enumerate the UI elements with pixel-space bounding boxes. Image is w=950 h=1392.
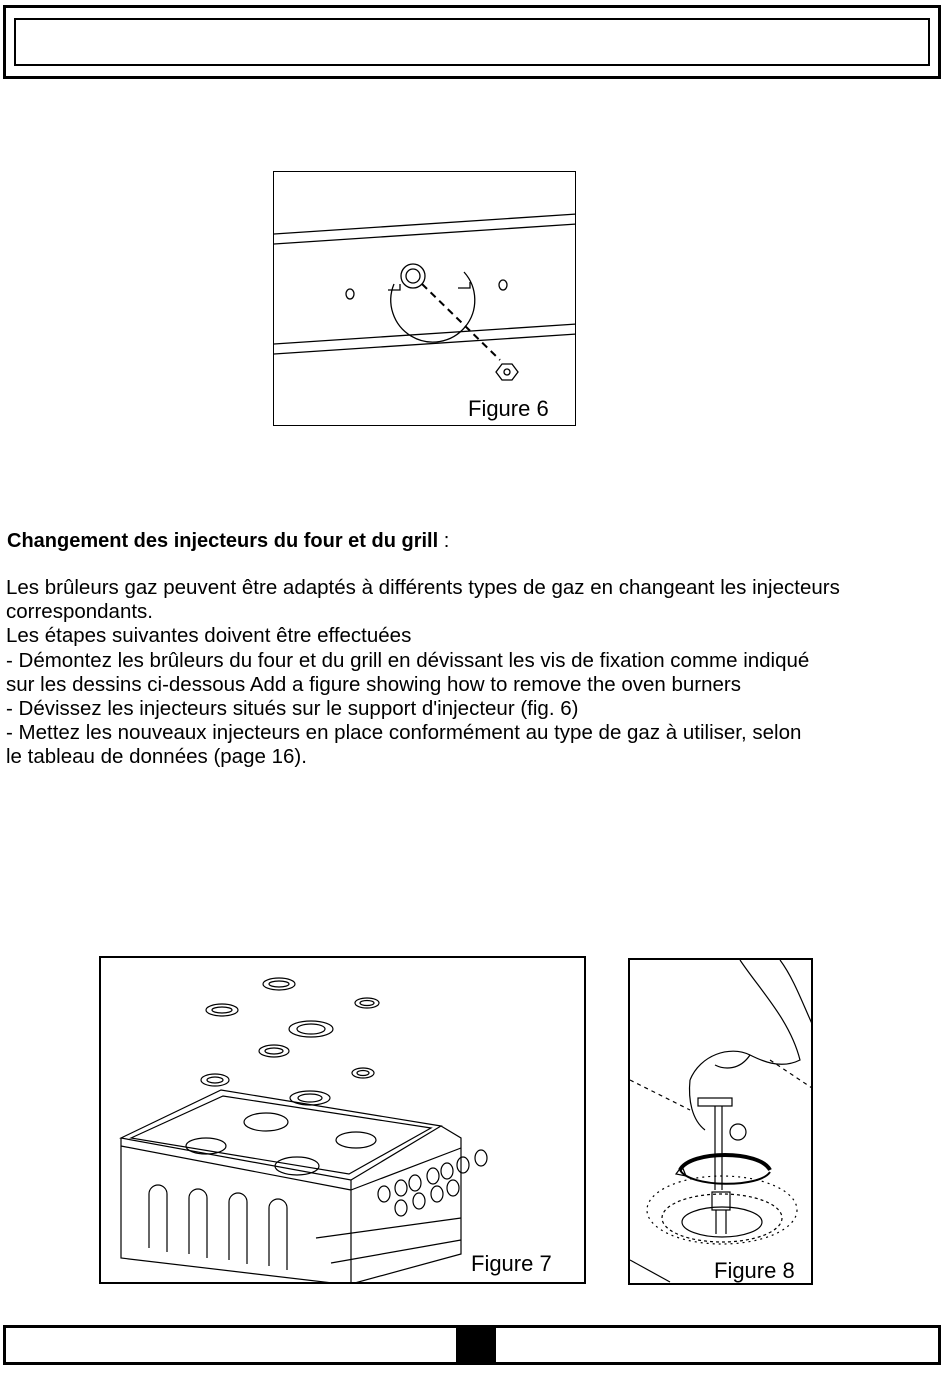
- instruction-line: Les étapes suivantes doivent être effectuées: [6, 624, 412, 648]
- figure-8-caption: Figure 8: [714, 1258, 795, 1283]
- hand-removing-injector-illustration: [630, 960, 813, 1285]
- section-heading-bold: Changement des injecteurs du four et du grill: [7, 530, 439, 552]
- instruction-line: Les brûleurs gaz peuvent être adaptés à différents types de gaz en changeant les injecteurs: [6, 576, 840, 599]
- instruction-line: - Dévissez les injecteurs situés sur le support d'injecteur (fig. 6): [6, 697, 579, 721]
- instruction-line: - Mettez les nouveaux injecteurs en place conformément au type de gaz à utiliser, selon: [6, 721, 802, 745]
- figure-6-caption: Figure 6: [468, 396, 549, 421]
- instruction-line: sur les dessins ci-dessous Add a figure showing how to remove the oven burners: [6, 672, 741, 696]
- header-frame: [3, 5, 941, 79]
- instruction-line: - Démontez les brûleurs du four et du grill en dévissant les vis de fixation comme indiqué: [6, 648, 810, 672]
- instruction-line: le tableau de données (page 16).: [6, 745, 307, 769]
- figure-7: [99, 956, 586, 1284]
- figure-6: [273, 171, 576, 426]
- section-heading: [7, 529, 449, 553]
- cooker-burners-illustration: [101, 958, 586, 1284]
- header-title-box: [14, 18, 930, 66]
- instruction-line: correspondants.: [6, 600, 154, 624]
- page-number-tab: [456, 1325, 496, 1365]
- footer-bar: [3, 1325, 941, 1365]
- instructions-body: [6, 576, 946, 770]
- section-heading-suffix: :: [438, 530, 450, 552]
- figure-7-caption: Figure 7: [471, 1251, 552, 1276]
- injector-support-illustration: [274, 172, 576, 426]
- figure-8: [628, 958, 813, 1285]
